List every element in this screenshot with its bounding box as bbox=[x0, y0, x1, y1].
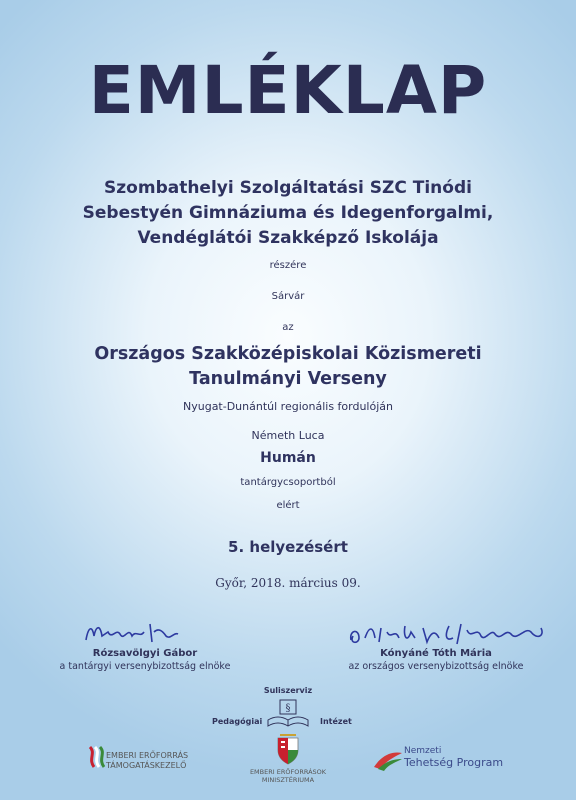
logo-center bbox=[238, 768, 338, 784]
suliszerviz-left: Pedagógiai bbox=[212, 717, 263, 726]
logo-left-line-2: TÁMOGATÁSKEZELŐ bbox=[106, 761, 187, 770]
student-name: Németh Luca bbox=[251, 429, 325, 442]
school-name bbox=[0, 176, 576, 251]
subject-group: Humán bbox=[260, 450, 316, 466]
city-text: Sárvár bbox=[271, 291, 305, 302]
school-line-1: Szombathelyi Szolgáltatási SZC Tinódi bbox=[104, 178, 472, 198]
school-line-3: Vendéglátói Szakképző Iskolája bbox=[137, 228, 439, 248]
signer-name-right: Kónyáné Tóth Mária bbox=[380, 648, 492, 659]
svg-text:§: § bbox=[285, 703, 291, 714]
suliszerviz-right: Intézet bbox=[320, 717, 352, 726]
coat-of-arms-icon bbox=[274, 730, 302, 766]
signer-role-left: a tantárgyi versenybizottság elnöke bbox=[59, 661, 231, 672]
signer-role-right: az országos versenybizottság elnöke bbox=[348, 661, 524, 672]
logo-left-line-1: EMBERI ERŐFORRÁS bbox=[106, 751, 189, 760]
signature-scribble-right bbox=[345, 618, 555, 648]
signature-right bbox=[326, 648, 546, 672]
flag-ribbon-icon bbox=[86, 745, 106, 771]
logo-right bbox=[404, 746, 503, 768]
reszere-text: részére bbox=[269, 260, 307, 271]
signature-left bbox=[40, 648, 250, 672]
book-logo-icon bbox=[266, 698, 310, 730]
signature-scribble-left bbox=[82, 618, 197, 648]
logo-right-line-1: Nemzeti bbox=[404, 746, 442, 756]
az-text: az bbox=[282, 322, 294, 333]
competition-line-2: Tanulmányi Verseny bbox=[189, 369, 387, 389]
signer-name-left: Rózsavölgyi Gábor bbox=[92, 648, 198, 659]
logo-center-line-1: EMBERI ERŐFORRÁSOK bbox=[249, 768, 327, 776]
school-line-2: Sebestyén Gimnáziuma és Idegenforgalmi, bbox=[82, 203, 494, 223]
placement: 5. helyezésért bbox=[228, 538, 348, 556]
tantargycsoport-text: tantárgycsoportból bbox=[240, 477, 336, 488]
competition-name bbox=[0, 342, 576, 392]
suliszerviz-top: Suliszerviz bbox=[263, 686, 313, 695]
competition-line-1: Országos Szakközépiskolai Közismereti bbox=[94, 344, 482, 364]
logo-right-line-2: Tehetség Program bbox=[404, 756, 504, 769]
elert-text: elért bbox=[276, 500, 300, 511]
certificate-title: EMLÉKLAP bbox=[88, 52, 488, 129]
round-text: Nyugat-Dunántúl regionális fordulóján bbox=[183, 400, 393, 413]
logo-center-line-2: MINISZTÉRIUMA bbox=[261, 776, 315, 784]
talent-program-icon bbox=[372, 745, 404, 771]
logo-left bbox=[106, 751, 188, 771]
date: Győr, 2018. március 09. bbox=[215, 576, 361, 590]
